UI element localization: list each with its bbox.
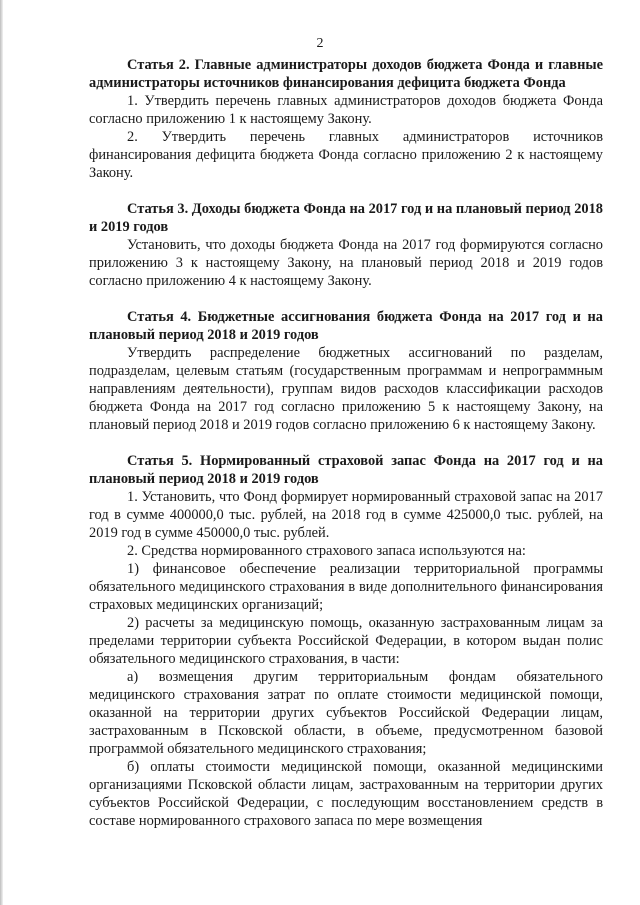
article-paragraph: 1. Утвердить перечень главных администраторов доходов бюджета Фонда согласно приложению 1 к настоящему Закону. — [89, 93, 603, 127]
article-2 — [89, 56, 603, 182]
article-paragraph: 2) расчеты за медицинскую помощь, оказанную застрахованным лицам за пределами территории субъекта Российской Федерации, в котором выдан полис обязательного медицинского страхования, в части: — [89, 615, 603, 667]
article-3 — [89, 200, 603, 290]
article-heading: Статья 5. Нормированный страховой запас Фонда на 2017 год и на плановый период 2018 и 2019 годов — [89, 453, 603, 487]
article-paragraph: Утвердить распределение бюджетных ассигнований по разделам, подразделам, целевым статьям (государственным программам и непрограммным направлениям деятельности), группам видов расходов классификации расходов бюджета Фонда на 2017 год согласно приложению 5 к настоящему Закону, на плановый период 2018 и 2019 годов согласно приложению 6 к настоящему Закону. — [89, 345, 603, 433]
article-paragraph: Установить, что доходы бюджета Фонда на 2017 год формируются согласно приложению 3 к настоящему Закону, на плановый период 2018 и 2019 годов согласно приложению 4 к настоящему Закону. — [89, 237, 603, 289]
article-heading: Статья 4. Бюджетные ассигнования бюджета Фонда на 2017 год и на плановый период 2018 и 2019 годов — [89, 309, 603, 343]
article-5 — [89, 452, 603, 830]
scan-edge — [0, 0, 3, 905]
page-number: 2 — [316, 36, 324, 51]
article-paragraph: 2. Утвердить перечень главных администраторов источников финансирования дефицита бюджета Фонда согласно приложению 2 к настоящему Закону. — [89, 129, 603, 181]
article-paragraph: 1. Установить, что Фонд формирует нормированный страховой запас на 2017 год в сумме 400000,0 тыс. рублей, на 2018 год в сумме 425000,0 тыс. рублей, на 2019 год в сумме 450000,0 тыс. рублей. — [89, 489, 603, 541]
article-paragraph: б) оплаты стоимости медицинской помощи, оказанной медицинскими организациями Псковской области лицам, застрахованным на территории других субъектов Российской Федерации, с последующим восстановлением средств в составе нормированного страхового запаса по мере возмещения — [89, 759, 603, 829]
section-gap — [89, 434, 603, 452]
section-gap — [89, 290, 603, 308]
article-heading: Статья 2. Главные администраторы доходов бюджета Фонда и главные администраторы источников финансирования дефицита бюджета Фонда — [89, 57, 603, 91]
section-gap — [89, 182, 603, 200]
article-heading: Статья 3. Доходы бюджета Фонда на 2017 год и на плановый период 2018 и 2019 годов — [89, 201, 603, 235]
article-paragraph: а) возмещения другим территориальным фондам обязательного медицинского страхования затрат по оплате стоимости медицинской помощи, оказанной на территории других субъектов Российской Федерации лицам, застрахованным в Псковской области, в объеме, предусмотренном базовой программой обязательного медицинского страхования; — [89, 669, 603, 757]
document-body — [89, 56, 603, 830]
article-paragraph: 1) финансовое обеспечение реализации территориальной программы обязательного медицинского страхования в виде дополнительного финансирования страховых медицинских организаций; — [89, 561, 603, 613]
article-4 — [89, 308, 603, 434]
article-paragraph: 2. Средства нормированного страхового запаса используются на: — [127, 543, 526, 559]
